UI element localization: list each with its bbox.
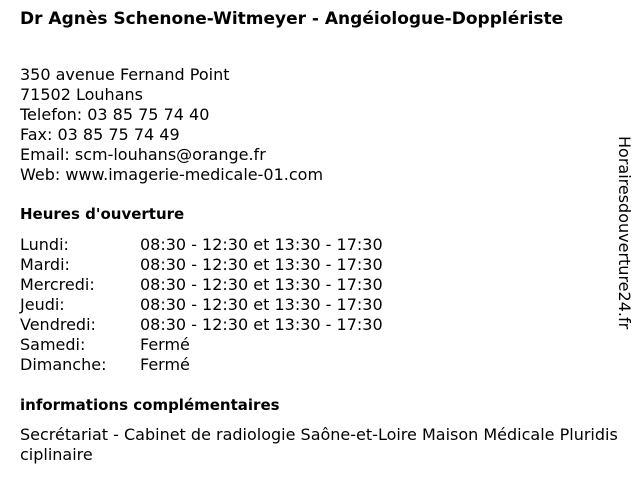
hours-value: Fermé: [140, 335, 190, 354]
day-label: Jeudi:: [20, 295, 65, 314]
day-label: Lundi:: [20, 235, 69, 254]
info-heading: informations complémentaires: [20, 396, 280, 414]
hours-row: [20, 275, 383, 295]
day-label: Mardi:: [20, 255, 70, 274]
street-address: 350 avenue Fernand Point: [20, 65, 230, 84]
hours-row: [20, 355, 383, 375]
hours-value: Fermé: [140, 355, 190, 374]
website: Web: www.imagerie-medicale-01.com: [20, 165, 324, 184]
page-title: Dr Agnès Schenone-Witmeyer - Angéiologue-Dopplériste: [20, 9, 564, 29]
hours-value: 08:30 - 12:30 et 13:30 - 17:30: [140, 315, 383, 334]
phone-number: Telefon: 03 85 75 74 40: [20, 105, 210, 124]
hours-value: 08:30 - 12:30 et 13:30 - 17:30: [140, 275, 383, 294]
hours-value: 08:30 - 12:30 et 13:30 - 17:30: [140, 235, 383, 254]
hours-row: [20, 255, 383, 275]
hours-row: [20, 315, 383, 335]
hours-table: [20, 235, 383, 375]
day-label: Dimanche:: [20, 355, 107, 374]
side-watermark-label: Horairesdouverture24.fr: [615, 136, 634, 330]
hours-value: 08:30 - 12:30 et 13:30 - 17:30: [140, 255, 383, 274]
hours-row: [20, 335, 383, 355]
hours-value: 08:30 - 12:30 et 13:30 - 17:30: [140, 295, 383, 314]
city-postcode: 71502 Louhans: [20, 85, 143, 104]
info-text: Secrétariat - Cabinet de radiologie Saône-et-Loire Maison Médicale Pluridisciplinaire: [20, 425, 618, 464]
hours-heading: Heures d'ouverture: [20, 205, 185, 223]
hours-row: [20, 235, 383, 255]
day-label: Mercredi:: [20, 275, 95, 294]
day-label: Samedi:: [20, 335, 86, 354]
hours-row: [20, 295, 383, 315]
fax-number: Fax: 03 85 75 74 49: [20, 125, 180, 144]
contact-block: [20, 65, 323, 185]
day-label: Vendredi:: [20, 315, 96, 334]
email-address: Email: scm-louhans@orange.fr: [20, 145, 266, 164]
